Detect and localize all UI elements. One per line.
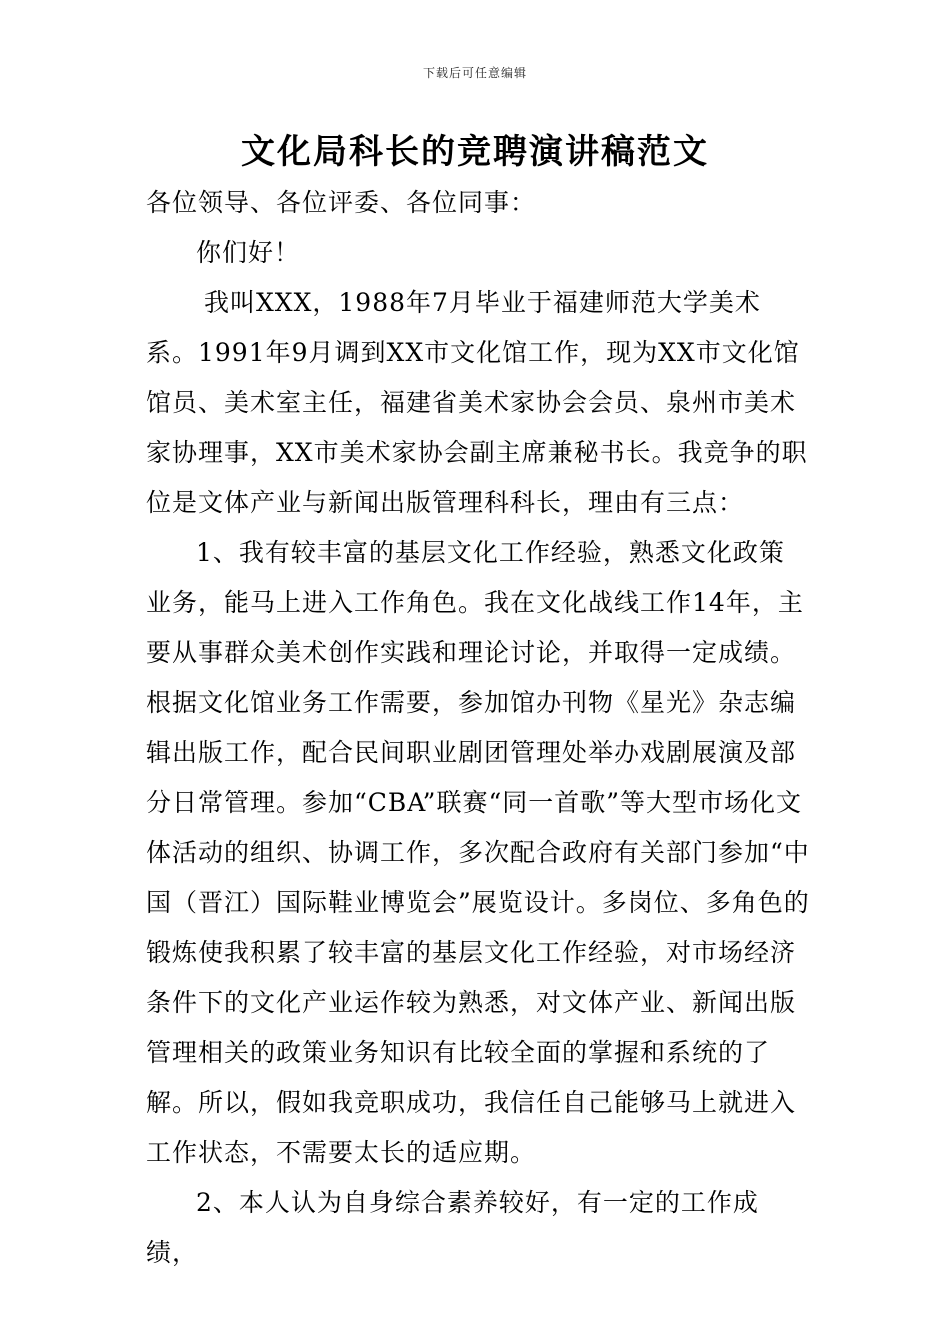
- document-body: [146, 178, 810, 1278]
- document-title: 文化局科长的竞聘演讲稿范文: [241, 132, 709, 172]
- salutation-paragraph: 各位领导、各位评委、各位同事：: [146, 188, 537, 217]
- point-2-paragraph: 2、本人认为自身综合素养较好，有一定的工作成绩，: [146, 1188, 759, 1267]
- intro-paragraph: 我叫XXX，1988年7月毕业于福建师范大学美术系。1991年9月调到XX市文化馆工作，现为XX市文化馆馆员、美术室主任，福建省美术家协会会员、泉州市美术家协理事，XX市美术家协会副主席兼秘书长。我竞争的职位是文体产业与新闻出版管理科科长，理由有三点：: [146, 288, 808, 517]
- header-note: 下载后可任意编辑: [422, 66, 527, 80]
- greeting-paragraph: 你们好！: [196, 238, 301, 267]
- point-1-paragraph: 1、我有较丰富的基层文化工作经验，熟悉文化政策业务，能马上进入工作角色。我在文化战线工作14年，主要从事群众美术创作实践和理论讨论，并取得一定成绩。根据文化馆业务工作需要，参加馆办刊物《星光》杂志编辑出版工作，配合民间职业剧团管理处举办戏剧展演及部分日常管理。参加“CBA”联赛“同一首歌”等大型市场化文体活动的组织、协调工作，多次配合政府有关部门参加“中国（晋江）国际鞋业博览会”展览设计。多岗位、多角色的锻炼使我积累了较丰富的基层文化工作经验，对市场经济条件下的文化产业运作较为熟悉，对文体产业、新闻出版管理相关的政策业务知识有比较全面的掌握和系统的了解。所以，假如我竞职成功，我信任自己能够马上就进入工作状态，不需要太长的适应期。: [146, 538, 810, 1167]
